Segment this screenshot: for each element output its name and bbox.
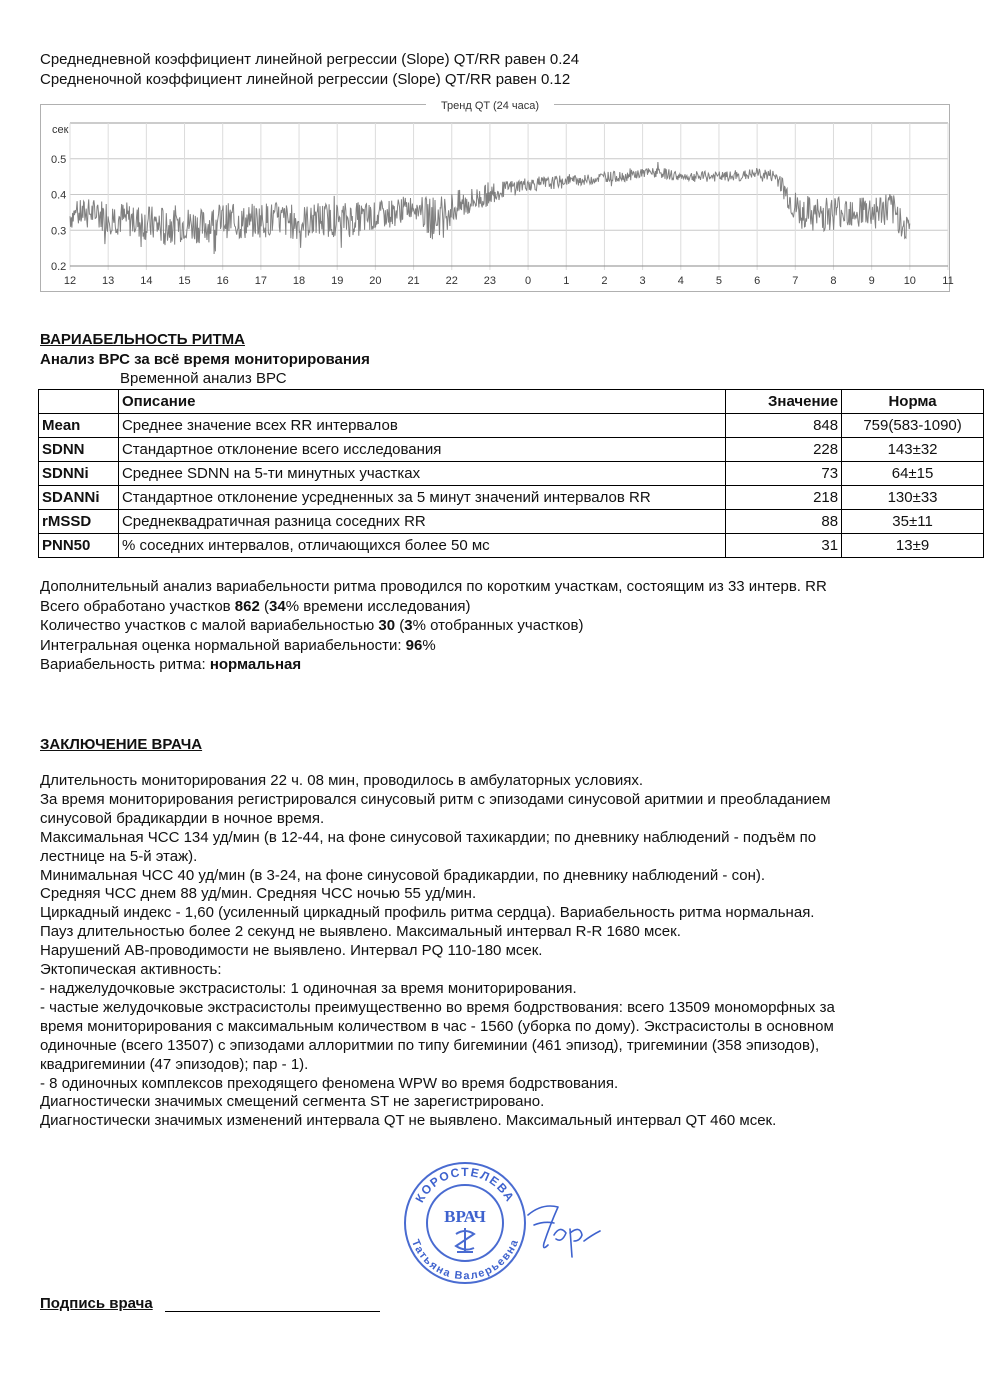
- qt-trend-chart: [40, 96, 954, 292]
- text-segment: (: [259, 597, 269, 615]
- table-row: [39, 414, 984, 438]
- row-norm: 13±9: [842, 534, 984, 558]
- text-segment: (: [395, 617, 405, 634]
- row-value: 88: [726, 510, 842, 534]
- x-tick-label: 10: [903, 275, 916, 287]
- x-tick-label: 12: [63, 275, 77, 287]
- x-tick-label: 2: [601, 275, 608, 287]
- row-value: 73: [726, 462, 842, 486]
- hrv-caption: Временной анализ ВРС: [120, 370, 287, 387]
- row-desc: Стандартное отклонение всего исследования: [118, 438, 725, 462]
- doctor-stamp: [402, 1160, 528, 1286]
- x-tick-label: 15: [178, 275, 191, 287]
- slope-night: Средненочной коэффициент линейной регрессии (Slope) QT/RR равен 0.12: [40, 71, 571, 88]
- segments-percent: 34: [269, 597, 286, 615]
- signature-line: [165, 1311, 380, 1312]
- conclusion-line: одиночные (всего 13507) с эпизодами аллоритмии по типу бигеминии (461 эпизод), тригеминии (358 эпизодов),: [40, 1036, 820, 1054]
- conclusion-line: лестнице на 5-й этаж).: [40, 847, 198, 865]
- row-value: 848: [726, 414, 842, 438]
- y-axis-label: сек: [52, 124, 69, 136]
- conclusion-line: За время мониторирования регистрировался синусовый ритм с эпизодами синусовой аритмии и преобладанием: [40, 790, 831, 808]
- x-tick-label: 6: [754, 275, 761, 287]
- conclusion-line: Эктопическая активность:: [40, 961, 222, 979]
- x-tick-label: 5: [715, 275, 723, 287]
- conclusion-line: синусовой брадикардии в ночное время.: [40, 809, 325, 827]
- row-desc: Среднее SDNN на 5-ти минутных участках: [118, 462, 725, 486]
- x-tick-label: 11: [942, 275, 954, 287]
- extra-line-2: [40, 597, 940, 617]
- row-norm: 143±32: [842, 438, 984, 462]
- stamp-center-text: ВРАЧ: [444, 1207, 486, 1226]
- x-tick-label: 8: [830, 275, 837, 287]
- x-tick-label: 23: [483, 275, 497, 287]
- conclusion-line: Длительность мониторирования 22 ч. 08 мин, проводилось в амбулаторных условиях.: [40, 772, 644, 789]
- conclusion-line: - 8 одиночных комплексов преходящего феномена WPW во время бодрствования.: [40, 1074, 619, 1092]
- conclusion-line: Средняя ЧСС днем 88 уд/мин. Средняя ЧСС ночью 55 уд/мин.: [40, 885, 477, 903]
- x-tick-label: 3: [639, 275, 646, 287]
- row-value: 218: [726, 486, 842, 510]
- caduceus-icon: [456, 1228, 474, 1252]
- row-code: PNN50: [39, 534, 119, 558]
- row-norm: 64±15: [842, 462, 984, 486]
- conclusion-line: Нарушений АВ-проводимости не выявлено. Интервал PQ 110-180 мсек.: [40, 942, 543, 960]
- table-row: [39, 510, 984, 534]
- row-value: 228: [726, 438, 842, 462]
- x-tick-label: 19: [331, 275, 344, 287]
- text-segment: Количество участков с малой вариабельностью: [40, 617, 379, 634]
- extra-line-5: [40, 655, 940, 675]
- doctor-signature: [520, 1185, 610, 1265]
- x-tick-label: 17: [254, 275, 267, 287]
- row-code: Mean: [39, 414, 119, 438]
- x-tick-label: 21: [407, 275, 420, 287]
- row-desc: Среднее значение всех RR интервалов: [118, 414, 725, 438]
- row-code: SDANNi: [39, 486, 119, 510]
- y-tick-label: 0.4: [51, 189, 67, 202]
- extra-line-4: [40, 636, 940, 656]
- stamp-top-text: КОРОСТЕЛЕВА: [412, 1164, 518, 1205]
- x-tick-label: 1: [563, 275, 570, 287]
- conclusion-line: Диагностически значимых смещений сегмента ST не зарегистрировано.: [40, 1093, 545, 1111]
- text-segment: % времени исследования): [285, 597, 471, 615]
- row-value: 31: [726, 534, 842, 558]
- x-tick-label: 20: [369, 275, 382, 287]
- x-tick-label: 14: [140, 275, 153, 287]
- header-value: Значение: [726, 390, 842, 414]
- x-tick-label: 18: [292, 275, 306, 287]
- conclusion-line: Минимальная ЧСС 40 уд/мин (в 3-24, на фоне синусовой брадикардии, по дневнику наблюдений - сон).: [40, 866, 766, 884]
- table-header-row: [39, 390, 984, 414]
- conclusion-title: ЗАКЛЮЧЕНИЕ ВРАЧА: [40, 736, 203, 753]
- extra-line-3: [40, 616, 940, 636]
- conclusion-line: Диагностически значимых изменений интервала QT не выявлено. Максимальный интервал QT 460 мсек.: [40, 1112, 777, 1130]
- x-tick-label: 0: [525, 275, 532, 287]
- stamp-bottom-text: Татьяна Валерьевна: [408, 1237, 522, 1283]
- table-row: [39, 534, 984, 558]
- table-row: [39, 462, 984, 486]
- row-code: SDNN: [39, 438, 119, 462]
- row-norm: 130±33: [842, 486, 984, 510]
- text-segment: % отобранных участков): [412, 617, 584, 634]
- conclusion-line: - наджелудочковые экстрасистолы: 1 одиночная за время мониторирования.: [40, 979, 577, 997]
- text-segment: %: [422, 636, 436, 654]
- row-code: SDNNi: [39, 462, 119, 486]
- y-tick-label: 0.5: [51, 153, 67, 166]
- low-var-count: 30: [378, 617, 396, 634]
- text-segment: Интегральная оценка нормальной вариабельности:: [40, 636, 406, 654]
- slope-day: Среднедневной коэффициент линейной регрессии (Slope) QT/RR равен 0.24: [40, 51, 580, 68]
- conclusion-body: [40, 772, 940, 1131]
- segments-count: 862: [234, 597, 260, 615]
- x-tick-label: 9: [868, 275, 875, 287]
- variability-verdict: нормальная: [209, 656, 302, 673]
- x-tick-label: 7: [792, 275, 799, 287]
- table-row: [39, 486, 984, 510]
- x-tick-label: 16: [216, 275, 229, 287]
- x-tick-label: 13: [102, 275, 115, 287]
- row-desc: % соседних интервалов, отличающихся более 50 мс: [118, 534, 725, 558]
- header-norm: Норма: [842, 390, 984, 414]
- text-segment: Вариабельность ритма:: [40, 656, 210, 673]
- extra-line-1: Дополнительный анализ вариабельности ритма проводился по коротким участкам, состоящим из 33 интерв. RR: [40, 578, 827, 595]
- chart-title: Тренд QT (24 часа): [440, 100, 540, 112]
- y-tick-label: 0.3: [51, 225, 67, 238]
- conclusion-line: Пауз длительностью более 2 секунд не выявлено. Максимальный интервал R-R 1680 мсек.: [40, 923, 681, 941]
- integral-score: 96: [405, 636, 423, 654]
- row-norm: 759(583-1090): [842, 414, 984, 438]
- row-desc: Среднеквадратичная разница соседних RR: [118, 510, 725, 534]
- x-tick-label: 4: [677, 275, 684, 287]
- table-row: [39, 438, 984, 462]
- y-tick-label: 0.2: [51, 261, 67, 273]
- signature-label: Подпись врача: [40, 1295, 153, 1312]
- text-segment: Всего обработано участков: [40, 597, 235, 615]
- row-code: rMSSD: [39, 510, 119, 534]
- extra-analysis: [40, 577, 940, 675]
- row-norm: 35±11: [842, 510, 984, 534]
- hrv-subtitle: Анализ ВРС за всё время мониторирования: [40, 351, 370, 368]
- conclusion-line: - частые желудочковые экстрасистолы преимущественно во время бодрствования: всего 13509 мономорфных за: [40, 998, 835, 1016]
- conclusion-line: Максимальная ЧСС 134 уд/мин (в 12-44, на фоне синусовой тахикардии; по дневнику наблюдений - подъём по: [40, 828, 817, 846]
- header-code: [39, 390, 119, 414]
- header-desc: Описание: [118, 390, 725, 414]
- hrv-title: ВАРИАБЕЛЬНОСТЬ РИТМА: [40, 331, 245, 348]
- conclusion-line: Циркадный индекс - 1,60 (усиленный циркадный профиль ритма сердца). Вариабельность ритма нормальная.: [40, 904, 815, 922]
- row-desc: Стандартное отклонение усредненных за 5 минут значений интервалов RR: [118, 486, 725, 510]
- conclusion-line: квадригеминии (47 эпизодов); пар - 1).: [40, 1055, 309, 1073]
- conclusion-line: время мониторирования с максимальным количеством в час - 1560 (уборка по дому). Экстрасистолы в основном: [40, 1017, 834, 1035]
- low-var-percent: 3: [404, 617, 413, 634]
- hrv-table: [38, 389, 984, 558]
- x-tick-label: 22: [445, 275, 458, 287]
